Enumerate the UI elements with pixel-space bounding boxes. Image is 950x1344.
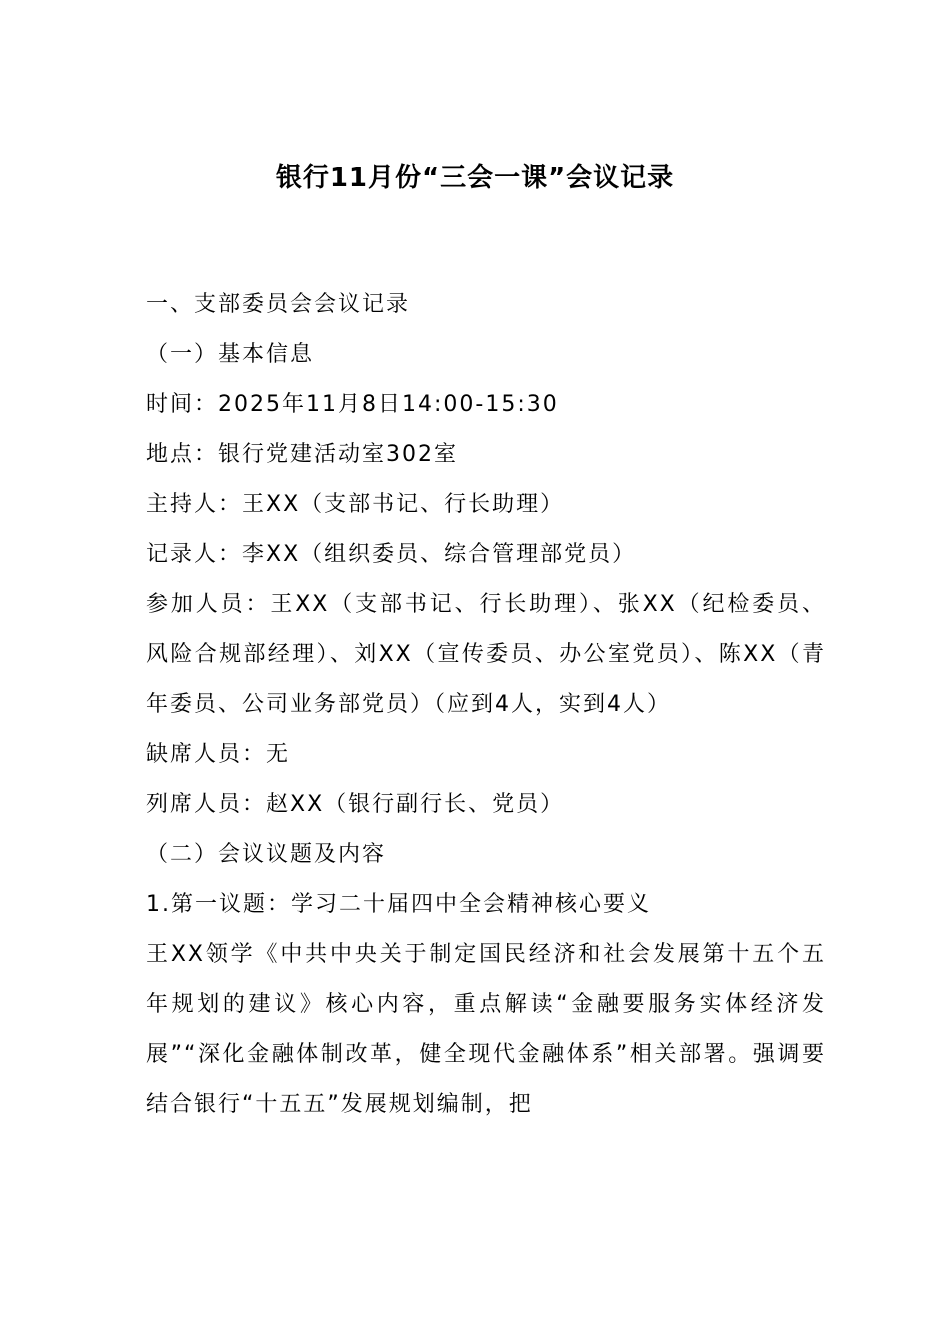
meeting-recorder: 记录人：李XX（组织委员、综合管理部党员）: [146, 542, 637, 567]
document-title: 银行11月份“三会一课”会议记录: [275, 163, 675, 193]
meeting-host: 主持人：王XX（支部书记、行长助理）: [146, 492, 565, 517]
meeting-time: 时间：2025年11月8日14:00-15:30: [146, 392, 559, 417]
document-body: [146, 280, 826, 1130]
meeting-absentees: 缺席人员：无: [146, 742, 291, 767]
subsection-heading-agenda: （二）会议议题及内容: [146, 842, 387, 867]
meeting-observers: 列席人员：赵XX（银行副行长、党员）: [146, 792, 565, 817]
subsection-heading-basic-info: （一）基本信息: [146, 342, 315, 367]
agenda-item-1-content: 王XX领学《中共中央关于制定国民经济和社会发展第十五个五年规划的建议》核心内容，重点解读“金融要服务实体经济发展”“深化金融体制改革，健全现代金融体系”相关部署。强调要结合银行“十五五”发展规划编制，把: [146, 942, 826, 1117]
meeting-location: 地点：银行党建活动室302室: [146, 442, 458, 467]
meeting-attendees: 参加人员：王XX（支部书记、行长助理）、张XX（纪检委员、风险合规部经理）、刘XX（宣传委员、办公室党员）、陈XX（青年委员、公司业务部党员）（应到4人，实到4人）: [146, 592, 826, 717]
agenda-item-1-title: 1.第一议题：学习二十届四中全会精神核心要义: [146, 892, 651, 917]
section-heading-branch-committee: 一、支部委员会会议记录: [146, 292, 411, 317]
